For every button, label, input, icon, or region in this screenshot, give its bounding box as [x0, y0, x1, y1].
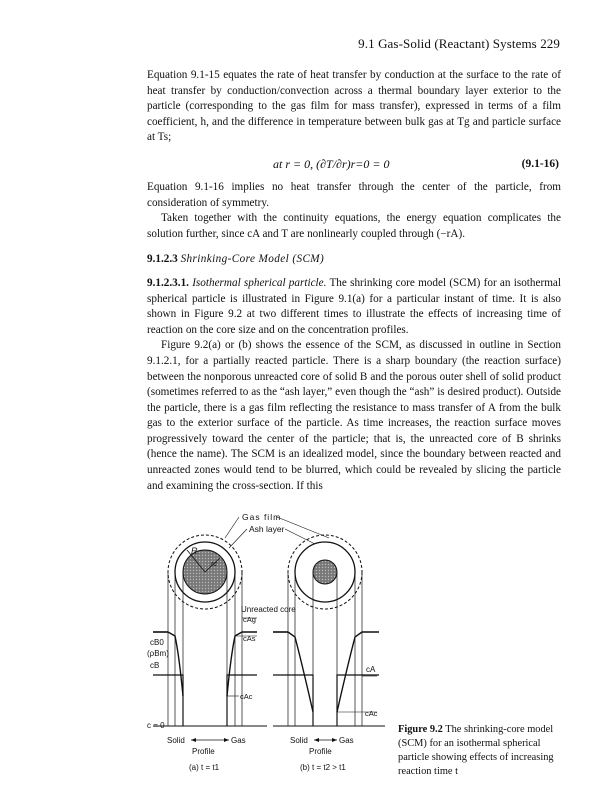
section-number: 9.1.2.3: [147, 253, 178, 266]
paragraph-symmetry: Equation 9.1-16 implies no heat transfer through the center of the particle, from consideration of symmetry.: [147, 180, 561, 209]
label-cB0: cB0: [150, 638, 164, 647]
label-cAc-a: cAc: [240, 692, 253, 701]
label-rhoBm: (ρBm): [147, 649, 169, 658]
label-cAs: cAs: [243, 634, 256, 643]
leader-gas-film-a: [225, 517, 239, 538]
label-panel-a: (a) t = t1: [189, 763, 220, 772]
label-gas-film: Gas film: [242, 512, 282, 522]
figure-caption: [398, 723, 568, 779]
label-unreacted-core: Unreacted core: [241, 605, 296, 614]
equation-number: (9.1-16): [521, 157, 559, 170]
body-text: [147, 68, 561, 494]
subsection-number: 9.1.2.3.1.: [147, 276, 189, 289]
label-R: R: [191, 546, 198, 556]
subsection-title: Isothermal spherical particle.: [192, 276, 327, 289]
paragraph-scm-essence: Figure 9.2(a) or (b) shows the essence of the SCM, as discussed in outline in Section 9.1.2.1, for a partially reacted particle. There is a sharp boundary (the reaction surface) between the nonporous unreacted core of solid B and the porous outer shell of solid product (sometimes referred to as the “ash layer,” even though the “ash” is desired product). Outside the particle, there is a gas film reflecting the resistance to mass transfer of A from the bulk gas to the exterior surface of the particle. As time increases, the reaction surface moves progressively toward the center of the particle; that is, the unreacted core of B shrinks (hence the name). The SCM is an idealized model, since the boundary between reacted and unreacted zones would tend to be blurred, which could be revealed by slicing the particle and examining the cross-section. If this: [147, 339, 561, 492]
label-solid-a: Solid: [167, 736, 185, 745]
label-gas-b: Gas: [339, 736, 354, 745]
section-heading: [147, 252, 561, 268]
arrow-head-right-b: [332, 738, 337, 742]
label-panel-b: (b) t = t2 > t1: [300, 763, 346, 772]
label-rc: rc: [211, 561, 217, 568]
cB-profile-left-b: [273, 675, 313, 726]
panel-b: [273, 535, 385, 772]
caption-text: The shrinking-core model (SCM) for an isothermal spherical particle showing effects of increasing reaction time t: [398, 724, 554, 777]
caption-label: Figure 9.2: [398, 724, 443, 735]
arrow-head-right-a: [224, 738, 229, 742]
paragraph-scm-intro-text: The shrinking core model (SCM) for an isothermal spherical particle is illustrated in Figure 9.1(a) for a particular instant of time. It is also shown in Figure 9.2 at two different times to illustrate the effects of increasing time of reaction on the core size and on the concentration profiles.: [147, 276, 561, 336]
section-title: Shrinking-Core Model (SCM): [180, 253, 325, 266]
label-profile-a: Profile: [192, 747, 215, 756]
running-head: 9.1 Gas-Solid (Reactant) Systems 229: [358, 36, 560, 51]
paragraph-heat-transfer: Equation 9.1-15 equates the rate of heat transfer by conduction at the surface to the rate of heat transfer by conduction/convection across a thermal boundary layer exterior to the particle (corresponding to the gas film for mass transfer), expressed in terms of a film coefficient, h, and the difference in temperature between bulk gas at Tg and particle surface at Ts;: [147, 69, 561, 144]
label-gas-a: Gas: [231, 736, 246, 745]
equation-body: at r = 0, (∂T/∂r)r=0 = 0: [273, 156, 390, 171]
cA-profile-left-a: [168, 632, 183, 696]
label-profile-b: Profile: [309, 747, 332, 756]
label-cB: cB: [150, 661, 160, 670]
label-cA: cA: [366, 665, 376, 674]
unreacted-core-b: [313, 560, 337, 584]
label-solid-b: Solid: [290, 736, 308, 745]
panel-a: [147, 535, 296, 772]
cA-profile-left-b: [288, 632, 313, 712]
paragraph-scm-intro: [147, 276, 561, 338]
label-ash-layer: Ash layer: [249, 524, 285, 534]
paragraph-coupling: Taken together with the continuity equations, the energy equation complicates the solution further, since cA and T are nonlinearly coupled through (−rA).: [147, 212, 561, 240]
arrow-head-left-b: [314, 738, 319, 742]
label-c-zero: c = 0: [147, 721, 165, 730]
leader-ash-layer-a: [229, 529, 247, 548]
arrow-head-left-a: [191, 738, 196, 742]
equation-9-1-16: [147, 148, 561, 178]
label-cAg: cAg: [243, 615, 256, 624]
label-cAc-b: cAc: [365, 709, 378, 718]
